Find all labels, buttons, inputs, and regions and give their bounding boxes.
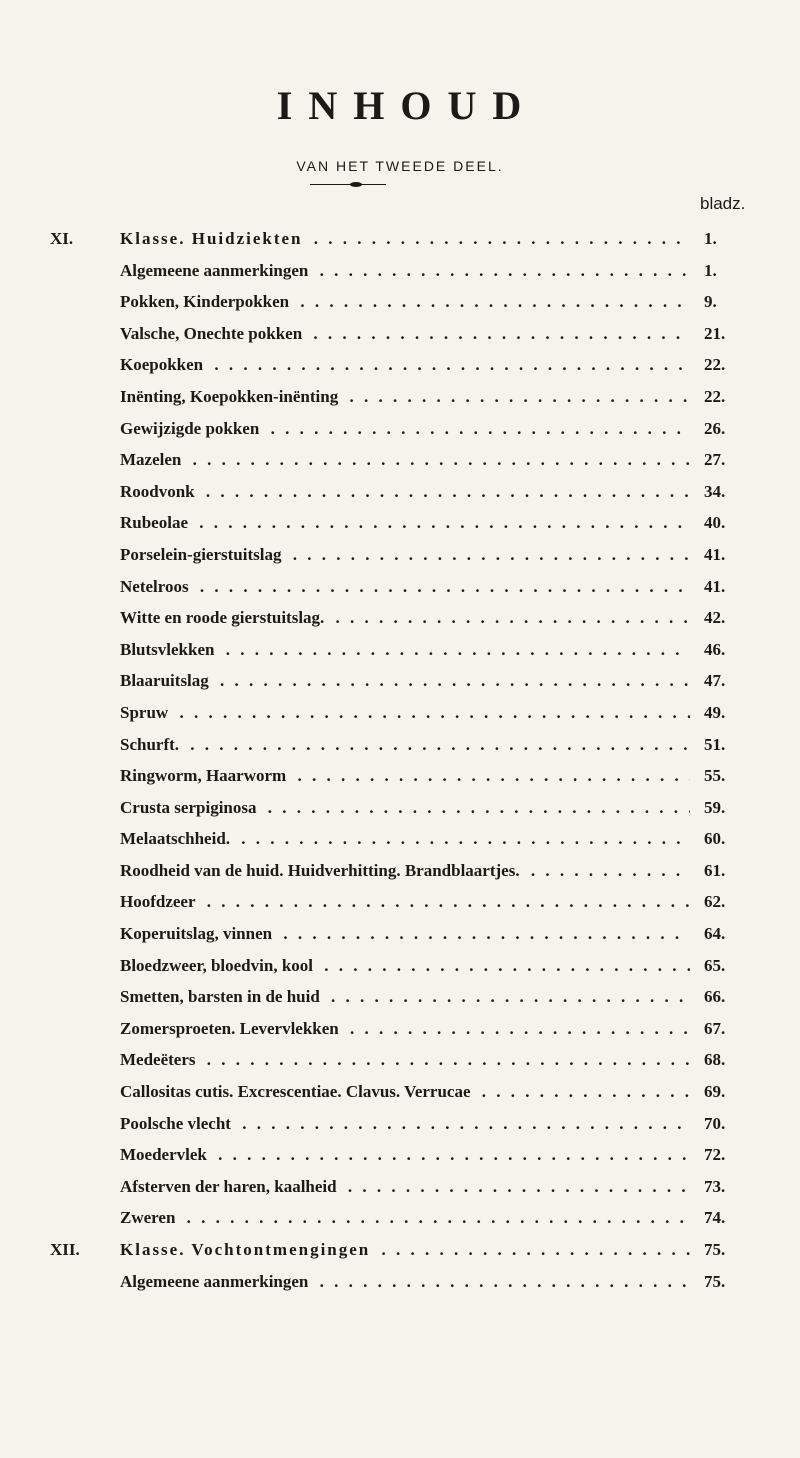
toc-entry-page: 74.: [704, 1208, 726, 1228]
toc-entry-page: 75.: [704, 1271, 726, 1291]
toc-entry-page: 62.: [704, 892, 726, 912]
toc-entry-text: Afsterven der haren, kaalheid: [120, 1177, 341, 1196]
toc-entry-page: 68.: [704, 1050, 726, 1070]
toc-entry-page: 66.: [704, 987, 726, 1007]
toc-entry-label: [120, 381, 690, 413]
toc-entry-page: 42.: [704, 608, 726, 628]
toc-entry-label: [120, 223, 690, 255]
toc-entry: [0, 855, 800, 887]
toc-entry: [0, 1171, 800, 1203]
toc-entry-text: Netelroos: [120, 577, 193, 596]
toc-entry-label: [120, 855, 690, 887]
toc-entry-text: Hoofdzeer: [120, 892, 200, 911]
toc-entry-label: [120, 634, 690, 666]
toc-entry-page: 41.: [704, 576, 726, 596]
toc-entry-text: Moedervlek: [120, 1145, 211, 1164]
toc-entry-page: 49.: [704, 702, 726, 722]
toc-entry-label: [120, 1234, 690, 1266]
toc-entry-page: 55.: [704, 766, 726, 786]
toc-entry-label: [120, 886, 690, 918]
toc-entry-label: [120, 823, 690, 855]
toc-entry-page: 1.: [704, 260, 717, 280]
toc-entry-page: 27.: [704, 450, 726, 470]
toc-entry-text: Witte en roode gierstuitslag.: [120, 608, 328, 627]
toc-entry: [0, 1076, 800, 1108]
toc-entry-text: Klasse. Vochtontmengingen: [120, 1240, 374, 1259]
toc-entry-text: Medeëters: [120, 1050, 200, 1069]
toc-entry-page: 22.: [704, 355, 726, 375]
toc-entry: [0, 823, 800, 855]
toc-entry-page: 67.: [704, 1018, 726, 1038]
toc-entry-page: 65.: [704, 955, 726, 975]
toc-entry-text: Poolsche vlecht: [120, 1114, 235, 1133]
toc-entry: [0, 507, 800, 539]
toc-entry-text: Spruw: [120, 703, 172, 722]
toc-entry-page: 41.: [704, 544, 726, 564]
toc-entry-text: Koepokken: [120, 355, 207, 374]
toc-entry: [0, 1234, 800, 1266]
table-of-contents: [0, 223, 800, 1297]
toc-entry: [0, 349, 800, 381]
toc-entry-page: 69.: [704, 1082, 726, 1102]
toc-entry: [0, 1108, 800, 1140]
divider-ornament: [310, 184, 386, 185]
toc-entry-text: Crusta serpiginosa: [120, 798, 260, 817]
toc-entry-text: Blaaruitslag: [120, 671, 213, 690]
toc-entry: [0, 381, 800, 413]
toc-entry-page: 34.: [704, 481, 726, 501]
toc-entry-label: [120, 1044, 690, 1076]
toc-entry-page: 22.: [704, 386, 726, 406]
toc-entry-label: [120, 444, 690, 476]
toc-entry-label: [120, 318, 690, 350]
toc-entry-label: [120, 413, 690, 445]
toc-entry: [0, 286, 800, 318]
toc-entry: [0, 476, 800, 508]
toc-entry-label: [120, 950, 690, 982]
toc-entry: [0, 665, 800, 697]
toc-entry-label: [120, 255, 690, 287]
toc-entry-label: [120, 539, 690, 571]
toc-entry: [0, 950, 800, 982]
toc-entry-text: Porselein-gierstuitslag: [120, 545, 285, 564]
toc-entry-page: 64.: [704, 924, 726, 944]
toc-entry-label: [120, 1202, 690, 1234]
toc-entry: [0, 223, 800, 255]
toc-entry-text: Koperuitslag, vinnen: [120, 924, 276, 943]
toc-entry-page: 59.: [704, 797, 726, 817]
toc-entry-text: Rubeolae: [120, 513, 192, 532]
toc-entry-label: [120, 1076, 690, 1108]
toc-entry-label: [120, 729, 690, 761]
toc-entry: [0, 918, 800, 950]
toc-entry-text: Algemeene aanmerkingen: [120, 261, 312, 280]
toc-entry-text: Pokken, Kinderpokken: [120, 292, 293, 311]
toc-entry-text: Zomersproeten. Levervlekken: [120, 1019, 343, 1038]
toc-entry-label: [120, 602, 690, 634]
toc-entry-label: [120, 1139, 690, 1171]
page-column-header: bladz.: [700, 194, 746, 213]
toc-entry-page: 9.: [704, 292, 717, 312]
toc-entry: [0, 413, 800, 445]
toc-entry-text: Gewijzigde pokken: [120, 419, 263, 438]
toc-entry: [0, 1202, 800, 1234]
toc-entry-label: [120, 918, 690, 950]
toc-entry-label: [120, 792, 690, 824]
toc-entry: [0, 602, 800, 634]
toc-entry-label: [120, 981, 690, 1013]
toc-entry: [0, 444, 800, 476]
toc-entry-page: 51.: [704, 734, 726, 754]
toc-entry-text: Bloedzweer, bloedvin, kool: [120, 956, 317, 975]
toc-entry-label: [120, 665, 690, 697]
toc-entry-text: Schurft.: [120, 735, 183, 754]
toc-entry: [0, 1044, 800, 1076]
toc-entry-label: [120, 697, 690, 729]
toc-entry-text: Algemeene aanmerkingen: [120, 1272, 312, 1291]
toc-entry-page: 1.: [704, 229, 717, 248]
toc-entry-page: 75.: [704, 1240, 726, 1259]
toc-entry-label: [120, 571, 690, 603]
toc-entry-label: [120, 349, 690, 381]
toc-entry: [0, 255, 800, 287]
toc-entry-page: 47.: [704, 671, 726, 691]
toc-entry-label: [120, 760, 690, 792]
toc-entry: [0, 1013, 800, 1045]
toc-entry-page: 46.: [704, 639, 726, 659]
toc-entry: [0, 729, 800, 761]
toc-entry-label: [120, 1108, 690, 1140]
toc-entry-text: Roodvonk: [120, 482, 199, 501]
toc-entry-text: Callositas cutis. Excrescentiae. Clavus. Verrucae: [120, 1082, 475, 1101]
toc-entry: [0, 697, 800, 729]
toc-entry-page: 40.: [704, 513, 726, 533]
toc-entry-page: 70.: [704, 1113, 726, 1133]
toc-entry: [0, 981, 800, 1013]
toc-entry: [0, 886, 800, 918]
toc-entry: [0, 1139, 800, 1171]
toc-entry-number: XI.: [50, 229, 74, 248]
toc-entry-page: 61.: [704, 860, 726, 880]
toc-entry-label: [120, 507, 690, 539]
toc-entry-text: Ringworm, Haarworm: [120, 766, 290, 785]
toc-entry-text: Melaatschheid.: [120, 829, 234, 848]
toc-entry: [0, 760, 800, 792]
toc-entry: [0, 318, 800, 350]
toc-entry-text: Roodheid van de huid. Huidverhitting. Brandblaartjes.: [120, 861, 524, 880]
toc-entry: [0, 571, 800, 603]
page-subtitle: VAN HET TWEEDE DEEL.: [296, 158, 504, 174]
toc-entry-label: [120, 476, 690, 508]
toc-entry-label: [120, 1013, 690, 1045]
toc-entry-label: [120, 286, 690, 318]
toc-entry-text: Smetten, barsten in de huid: [120, 987, 324, 1006]
toc-entry: [0, 792, 800, 824]
toc-entry-text: Blutsvlekken: [120, 640, 218, 659]
toc-entry-page: 26.: [704, 418, 726, 438]
toc-entry-text: Inënting, Koepokken-inënting: [120, 387, 342, 406]
toc-entry: [0, 539, 800, 571]
toc-entry-number: XII.: [50, 1240, 80, 1259]
toc-entry-page: 72.: [704, 1145, 726, 1165]
toc-entry-text: Klasse. Huidziekten: [120, 229, 307, 248]
toc-entry-text: Valsche, Onechte pokken: [120, 324, 306, 343]
toc-entry-label: [120, 1266, 690, 1298]
toc-entry-text: Mazelen: [120, 450, 185, 469]
toc-entry-page: 73.: [704, 1176, 726, 1196]
page-title: INHOUD: [276, 83, 538, 128]
toc-entry-page: 21.: [704, 323, 726, 343]
toc-entry-text: Zweren: [120, 1208, 179, 1227]
toc-entry-label: [120, 1171, 690, 1203]
toc-entry: [0, 1266, 800, 1298]
toc-entry: [0, 634, 800, 666]
toc-entry-page: 60.: [704, 829, 726, 849]
